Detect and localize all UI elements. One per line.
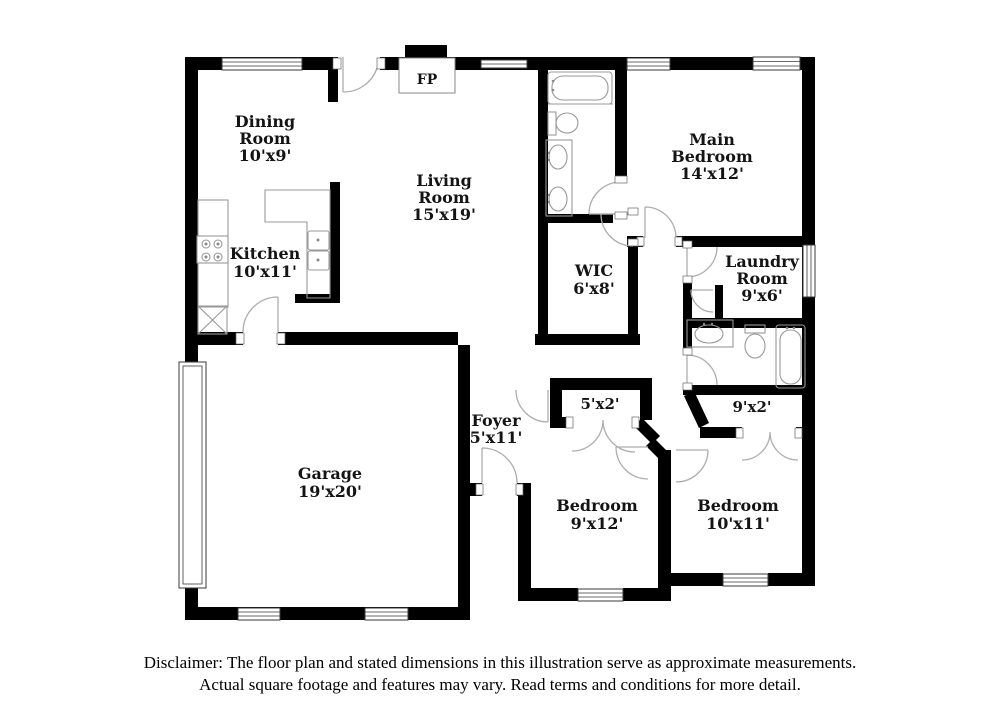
hall-bath-toilet-icon: [745, 325, 765, 358]
disclaimer-line-2: Actual square footage and features may vary. Read terms and conditions for more detail.: [199, 675, 801, 694]
window-main-bedroom-top: [753, 57, 800, 70]
wic-dims: 6'x8': [573, 279, 615, 298]
label-laundry-room: [725, 252, 800, 305]
front-door: [482, 448, 517, 483]
foyer-hall-door: [516, 390, 548, 422]
laundry-name-2: Room: [736, 269, 788, 288]
garage-name: Garage: [297, 464, 363, 483]
window-living-top: [481, 60, 527, 68]
laundry-dims: 9'x6': [741, 286, 783, 305]
window-laundry-right: [803, 245, 815, 297]
dining-dims: 10'x9': [238, 146, 292, 165]
laundry-door: [687, 247, 717, 277]
hall-bath-door: [687, 355, 717, 385]
bedroom-rear-name: Bedroom: [556, 496, 638, 515]
label-garage: [298, 464, 362, 501]
disclaimer: [144, 653, 857, 694]
dining-name-2: Room: [239, 129, 291, 148]
label-main-bedroom: [671, 130, 753, 183]
main-bedroom-dims: 14'x12': [680, 164, 744, 183]
main-bath-door: [589, 182, 621, 214]
bedroom-rear-dims: 9'x12': [570, 514, 624, 533]
window-garage-bottom-left: [238, 608, 280, 620]
bedroom-corner-name: Bedroom: [697, 496, 779, 515]
main-bath-fixtures: [546, 72, 613, 216]
living-name-2: Room: [418, 188, 470, 207]
foyer-name: Foyer: [471, 411, 521, 430]
hall-bath-fixtures: [687, 320, 805, 388]
garage-door: [179, 362, 206, 588]
wic-name: WIC: [574, 261, 614, 280]
fireplace-label: FP: [416, 72, 438, 88]
label-bedroom-rear: [556, 496, 638, 533]
label-dining-room: [235, 112, 295, 165]
pantry-icon: [198, 306, 227, 334]
label-hall-closet-dims: 5'x2': [580, 395, 620, 413]
disclaimer-line-1: Disclaimer: The floor plan and stated dimensions in this illustration serve as approximate measurements.: [143, 653, 857, 672]
label-living-room: [412, 171, 476, 224]
main-bedroom-name-1: Main: [689, 130, 735, 149]
window-dining-top: [222, 58, 302, 70]
garage-kitchen-door: [243, 297, 278, 332]
fireplace: [399, 45, 455, 93]
living-dims: 15'x19': [412, 205, 476, 224]
bedroom-corner-door: [676, 450, 708, 482]
hall-bath-tub-icon: [776, 325, 805, 388]
main-bedroom-door: [645, 207, 676, 238]
garage-dims: 19'x20': [298, 482, 362, 501]
stove-icon: [197, 236, 228, 263]
window-garage-bottom-right: [365, 608, 408, 620]
kitchen-name: Kitchen: [229, 244, 301, 263]
label-bedroom-closet-dims: 9'x2': [732, 398, 772, 416]
label-kitchen: [230, 244, 301, 281]
living-name-1: Living: [416, 171, 472, 190]
window-bedroom-corner-bottom: [723, 574, 768, 586]
bedroom-corner-dims: 10'x11': [706, 514, 770, 533]
label-bedroom-corner: [697, 496, 779, 533]
linen-closet-door: [691, 290, 713, 312]
back-door: [343, 57, 377, 92]
main-bedroom-name-2: Bedroom: [671, 147, 753, 166]
foyer-dims: 5'x11': [469, 428, 523, 447]
kitchen-sink-icon: [308, 231, 329, 270]
main-bath-tub-icon: [548, 72, 613, 104]
main-bath-toilet-icon: [548, 112, 578, 135]
label-foyer: [470, 411, 523, 447]
window-bath-top: [627, 58, 670, 70]
kitchen-dims: 10'x11': [233, 262, 297, 281]
main-bath-vanity-icon: [546, 140, 572, 216]
dining-name-1: Dining: [234, 112, 296, 131]
bedroom-closet-double-doors: [742, 432, 798, 460]
window-bedroom-rear-bottom: [578, 589, 623, 601]
label-wic: [573, 261, 615, 298]
laundry-name-1: Laundry: [725, 252, 799, 271]
